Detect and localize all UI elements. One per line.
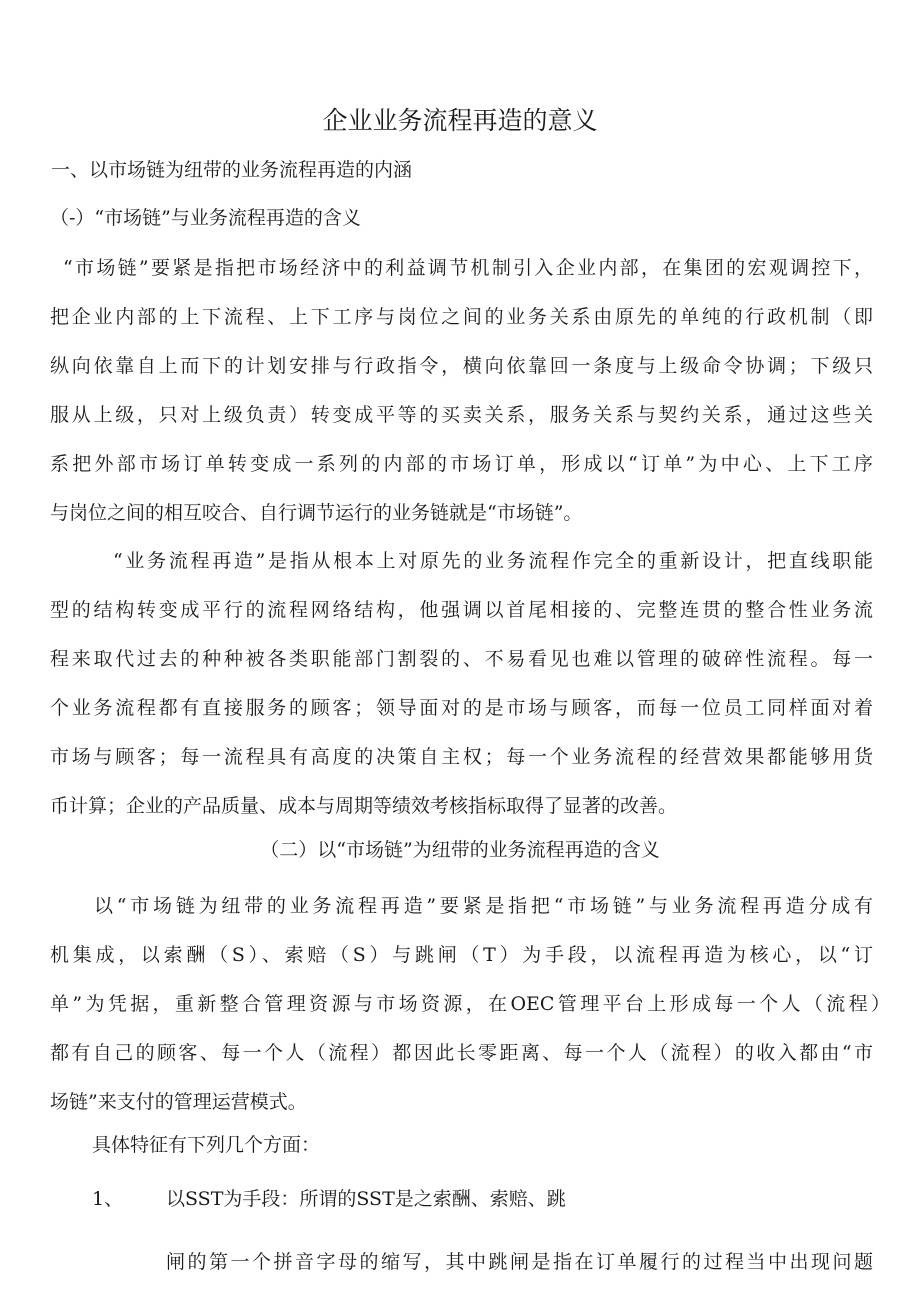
paragraph-line: 系把外部市场订单转变成一系列的内部的市场订单，形成以“订单”为中心、上下工序 [50, 453, 873, 475]
paragraph-line: 个业务流程都有直接服务的顾客；领导面对的是市场与顾客，而每一位员工同样面对着 [50, 697, 873, 719]
paragraph-line: 与岗位之间的相互咬合、自行调节运行的业务链就是“市场链”。 [50, 502, 583, 524]
paragraph-market-chain [50, 244, 873, 538]
paragraph-line: 单”为凭据，重新整合管理资源与市场资源，在OEC管理平台上形成每一个人（流程） [50, 993, 890, 1015]
list-item-text: 以SST为手段：所谓的SST是之索酬、索赔、跳 [166, 1188, 566, 1210]
paragraph-line: 服从上级，只对上级负责）转变成平等的买卖关系，服务关系与契约关系，通过这些关 [50, 404, 873, 426]
paragraph-line: 型的结构转变成平行的流程网络结构，他强调以首尾相接的、完整连贯的整合性业务流 [50, 599, 873, 621]
subsection-heading-2: （二）以“市场链”为纽带的业务流程再造的含义 [260, 839, 660, 861]
paragraph-line: 市场与顾客；每一流程具有高度的决策自主权；每一个业务流程的经营效果都能够用货 [50, 746, 873, 768]
paragraph-line: 纵向依靠自上而下的计划安排与行政指令，横向依靠回一条度与上级命令协调；下级只 [50, 355, 873, 377]
paragraph-line: “业务流程再造”是指从根本上对原先的业务流程作完全的重新设计，把直线职能 [113, 550, 873, 572]
document-title: 企业业务流程再造的意义 [322, 106, 598, 135]
paragraph-process-reengineering [50, 537, 873, 831]
paragraph-line: 机集成，以索酬（S）、索赔（S）与跳闸（T）为手段，以流程再造为核心，以“订 [50, 944, 873, 966]
paragraph-line: “市场链”要紧是指把市场经济中的利益调节机制引入企业内部，在集团的宏观调控下， [63, 257, 873, 279]
list-item-continuation: 闸的第一个拼音字母的缩写，其中跳闸是指在订单履行的过程当中出现问题 [166, 1251, 873, 1273]
section-heading-1: 一、以市场链为纽带的业务流程再造的内涵 [51, 159, 413, 181]
list-item-number: 1、 [92, 1188, 124, 1210]
paragraph-line: 把企业内部的上下流程、上下工序与岗位之间的业务关系由原先的单纯的行政机制（即 [50, 306, 873, 328]
paragraph-line: 都有自己的顾客、每一个人（流程）都因此长零距离、每一个人（流程）的收入都由“市 [50, 1042, 873, 1064]
paragraph-line: 场链”来支付的管理运营模式。 [50, 1091, 307, 1113]
subsection-heading-1: （-）“市场链”与业务流程再造的含义 [50, 207, 361, 229]
paragraph-line: 以“市场链为纽带的业务流程再造”要紧是指把“市场链”与业务流程再造分成有 [94, 895, 873, 917]
features-intro: 具体特征有下列几个方面： [92, 1134, 321, 1156]
paragraph-line: 程来取代过去的种种被各类职能部门割裂的、不易看见也难以管理的破碎性流程。每一 [50, 648, 873, 670]
paragraph-market-chain-reengineering [50, 882, 890, 1127]
paragraph-line: 币计算；企业的产品质量、成本与周期等绩效考核指标取得了显著的改善。 [50, 795, 678, 817]
